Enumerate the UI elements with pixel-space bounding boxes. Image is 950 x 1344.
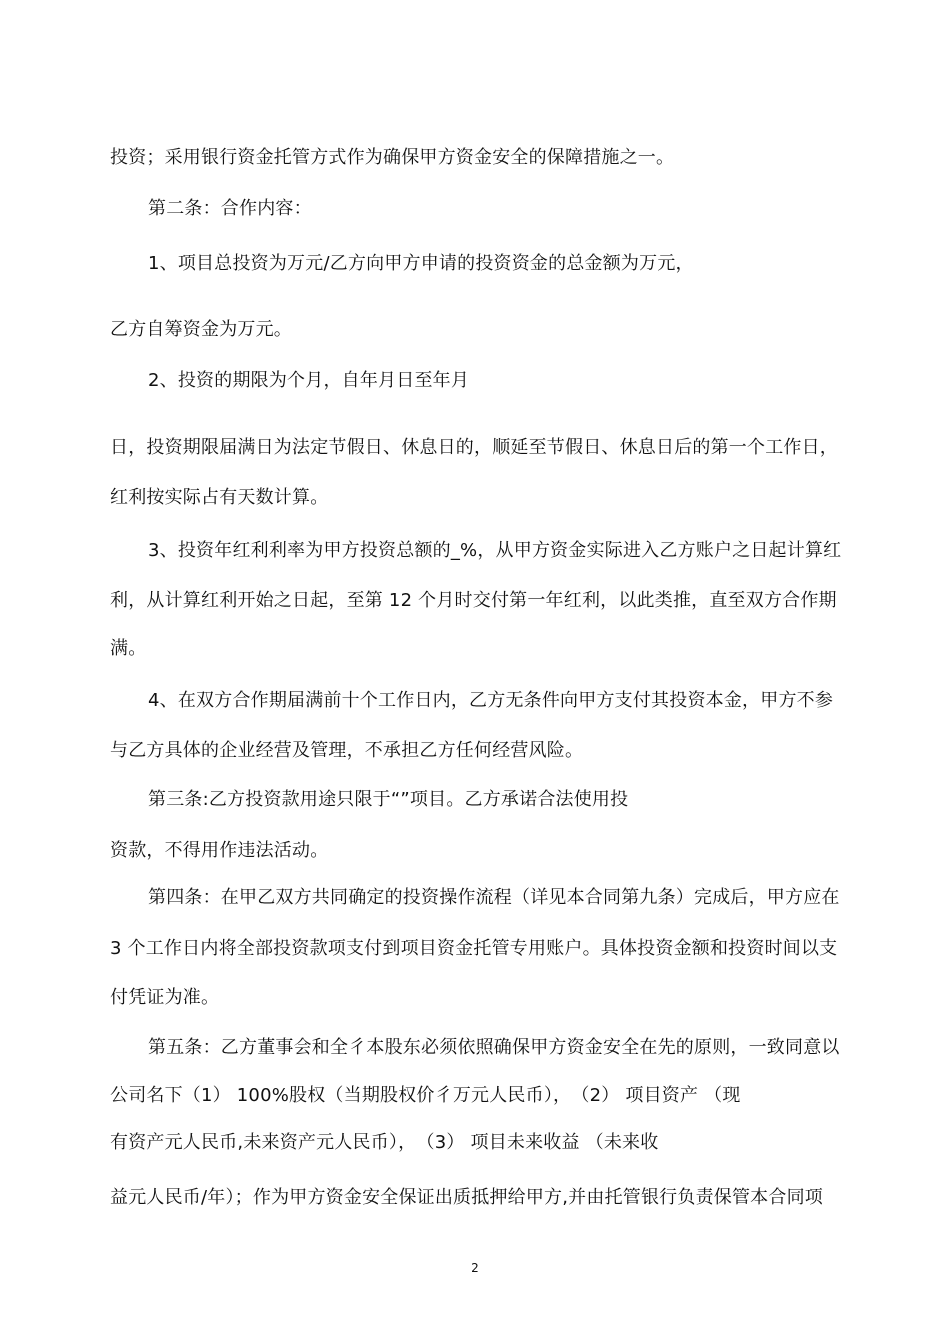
paragraph-line: 利，从计算红利开始之日起，至第 12 个月时交付第一年红利，以此类推，直至双方合作期 [110, 590, 837, 611]
paragraph-line: 日，投资期限届满日为法定节假日、休息日的，顺延至节假日、休息日后的第一个工作日， [110, 437, 838, 458]
paragraph-line: 资款，不得用作违法活动。 [110, 840, 329, 861]
paragraph-line: 乙方自筹资金为万元。 [110, 319, 292, 340]
paragraph-line: 2、投资的期限为个月，自年月日至年月 [148, 370, 470, 391]
article-heading: 第五条：乙方董事会和全彳本股东必须依照确保甲方资金安全在先的原则，一致同意以 [148, 1037, 840, 1058]
paragraph-line: 3、投资年红利利率为甲方投资总额的_%，从甲方资金实际进入乙方账户之日起计算红 [148, 540, 842, 561]
page-number: 2 [471, 1261, 479, 1275]
paragraph-line: 1、项目总投资为万元/乙方向甲方申请的投资资金的总金额为万元， [148, 253, 694, 274]
article-heading: 第四条：在甲乙双方共同确定的投资操作流程（详见本合同第九条）完成后，甲方应在 [148, 887, 840, 908]
paragraph-line: 4、在双方合作期届满前十个工作日内，乙方无条件向甲方支付其投资本金，甲方不参 [148, 690, 834, 711]
paragraph-line: 有资产元人民币,未来资产元人民币）， （3） 项目未来收益 （未来收 [110, 1132, 659, 1153]
paragraph-line: 满。 [110, 638, 147, 659]
paragraph-line: 红利按实际占有天数计算。 [110, 487, 329, 508]
article-heading: 第三条:乙方投资款用途只限于“”项目。乙方承诺合法使用投 [148, 789, 629, 810]
paragraph-line: 与乙方具体的企业经营及管理，不承担乙方任何经营风险。 [110, 740, 584, 761]
article-heading: 第二条：合作内容： [148, 198, 312, 219]
paragraph-line: 3 个工作日内将全部投资款项支付到项目资金托管专用账户。具体投资金额和投资时间以支 [110, 938, 838, 959]
paragraph-line: 益元人民币/年）；作为甲方资金安全保证出质抵押给甲方,并由托管银行负责保管本合同项 [110, 1187, 823, 1208]
paragraph-line: 付凭证为准。 [110, 987, 220, 1008]
paragraph-line: 公司名下（1） 100%股权（当期股权价彳万元人民币）， （2） 项目资产 （现 [110, 1085, 741, 1106]
paragraph-line: 投资；采用银行资金托管方式作为确保甲方资金安全的保障措施之一。 [110, 147, 675, 168]
